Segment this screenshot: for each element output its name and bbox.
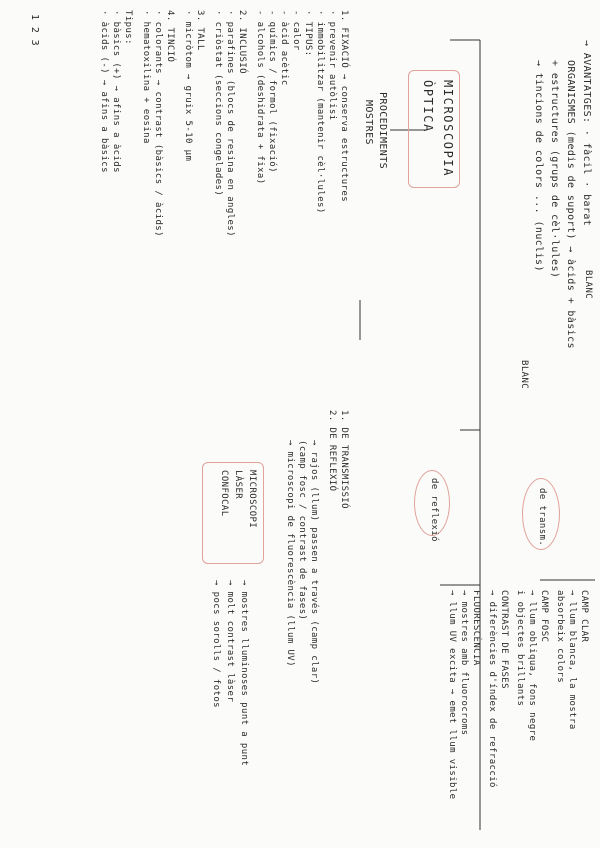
right-note-7: CONTRAST DE FASES bbox=[499, 590, 509, 689]
lower-note-1: → rajos (llum) passen a través (camp clar) bbox=[309, 440, 319, 685]
confocal-line-2: LÀSER bbox=[233, 470, 243, 500]
right-note-8: → diferències d'índex de refracció bbox=[487, 590, 497, 788]
procedure-line-18: · bàsics (+) → afins a àcids bbox=[111, 10, 121, 173]
procedure-line-8: - alcohols (deshidrata + fixa) bbox=[255, 10, 265, 185]
top-note-2: ORGANISMES (medis de suport) → àcids + bàsics bbox=[565, 60, 576, 349]
right-note-11: → llum UV excita → emet llum visible bbox=[447, 590, 457, 800]
procedure-line-10: · parafines (blocs de resina en angles) bbox=[225, 10, 235, 237]
circle-label-1: de reflexió bbox=[429, 478, 439, 543]
title-line-2: ÒPTICA bbox=[421, 80, 435, 133]
confocal-note-1: → mostres lluminoses punt a punt bbox=[239, 580, 249, 767]
title-line-1: MICROSCOPIA bbox=[441, 80, 455, 178]
procedure-line-6: - àcid acètic bbox=[279, 10, 289, 86]
procedure-line-13: · micròtom → gruix 5-10 µm bbox=[183, 10, 193, 162]
right-note-10: → mostres amb fluorocroms bbox=[459, 590, 469, 736]
right-note-1: CAMP CLAR bbox=[579, 590, 589, 643]
right-note-5: → llum obliqua, fons negre bbox=[527, 590, 537, 742]
procedure-line-17: Tipus: bbox=[123, 10, 133, 45]
right-note-3: absorbeix colors bbox=[555, 590, 565, 684]
lower-note-2: (camp fosc / contrast de fases) bbox=[297, 440, 307, 621]
right-note-2: → llum blanca, la mostra bbox=[567, 590, 577, 730]
procedure-line-11: · criòstat (seccions congelades) bbox=[213, 10, 223, 197]
right-note-6: i objectes brillants bbox=[515, 590, 525, 707]
confocal-note-2: → molt contrast làser bbox=[225, 580, 235, 703]
right-label-2: BLANC bbox=[519, 360, 529, 390]
procedure-line-1: 1. FIXACIÓ → conserva estructures bbox=[339, 10, 349, 203]
lower-label-a: 1. DE TRANSMISSIÓ bbox=[339, 410, 349, 509]
procedure-line-16: · hematoxilina + eosina bbox=[141, 10, 151, 144]
top-note-1: → AVANTATGES: · fàcil · barat bbox=[581, 40, 592, 227]
procedure-line-4: · TIPUS: bbox=[303, 10, 313, 57]
procedure-line-12: 3. TALL bbox=[195, 10, 205, 51]
procedure-line-19: · àcids (-) → afins a bàsics bbox=[99, 10, 109, 173]
procedure-line-14: 4. TINCIÓ bbox=[165, 10, 175, 63]
procedure-line-7: - químics / formol (fixació) bbox=[267, 10, 277, 173]
confocal-line-1: MICROSCOPI bbox=[247, 470, 257, 529]
procedure-line-2: · prevenir autòlisi bbox=[327, 10, 337, 121]
right-note-9: FLUORESCÈNCIA bbox=[471, 590, 481, 666]
right-label-1: BLANC bbox=[583, 270, 593, 300]
top-note-3: + estructures (grups de cèl·lules) bbox=[549, 60, 560, 279]
lower-label-b: 2. DE REFLEXIÓ bbox=[327, 410, 337, 492]
confocal-note-3: → pocs sorolls / fotos bbox=[211, 580, 221, 709]
procedure-line-5: - calor bbox=[291, 10, 301, 51]
subtitle-line-1: PROCEDIMENTS bbox=[377, 92, 388, 170]
procedure-line-9: 2. INCLUSIÓ bbox=[237, 10, 247, 75]
subtitle-line-2: MOSTRES bbox=[363, 100, 374, 145]
top-note-4: → tincions de colors ... (nuclis) bbox=[533, 60, 544, 272]
lower-note-3: → microscopi de fluorescència (llum UV) bbox=[285, 440, 295, 667]
confocal-line-3: CONFOCAL bbox=[219, 470, 229, 517]
right-note-4: CAMP FOSC bbox=[539, 590, 549, 643]
procedure-line-3: · immobilitzar (mantenir cèl·lules) bbox=[315, 10, 325, 214]
left-tab-label: 1 2 3 bbox=[29, 14, 40, 47]
circle-label-2: de transm. bbox=[537, 488, 547, 547]
procedure-line-15: · colorants → contrast (bàsics / àcids) bbox=[153, 10, 163, 237]
